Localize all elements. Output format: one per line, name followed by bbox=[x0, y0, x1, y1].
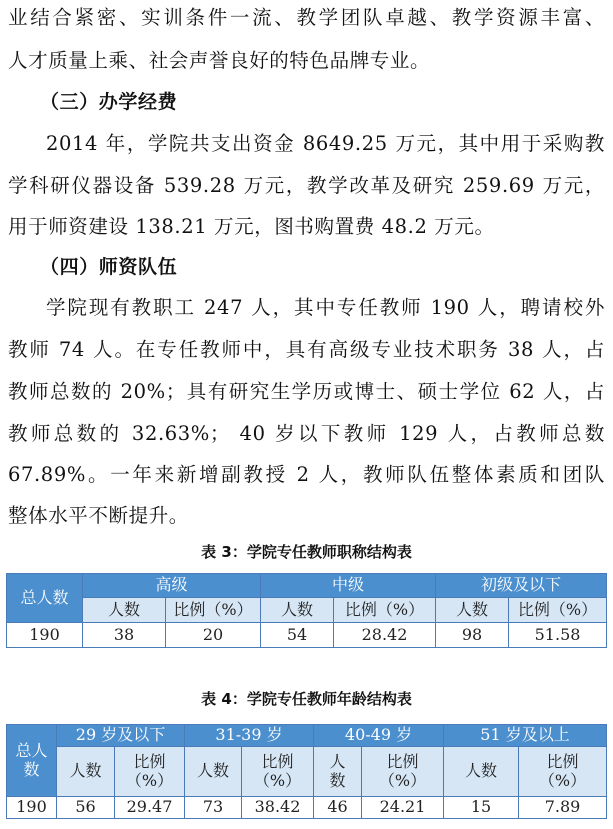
table3-cell: 20 bbox=[166, 623, 261, 648]
text-line: 人才质量上乘、社会声誉良好的特色品牌专业。 bbox=[8, 49, 431, 72]
table4-sub-header: 人数 bbox=[185, 747, 242, 797]
table4 bbox=[6, 724, 607, 819]
table4-group-header: 51 岁及以上 bbox=[444, 725, 607, 747]
text-line: 用于师资建设 138.21 万元，图书购置费 48.2 万元。 bbox=[8, 215, 495, 238]
table4-sub-header: 人数 bbox=[444, 747, 519, 797]
table3-sub-header: 比例（%） bbox=[509, 598, 607, 623]
table3-cell: 190 bbox=[7, 623, 83, 648]
table3-group-header: 中级 bbox=[261, 574, 436, 598]
section-heading-3: （三）办学经费 bbox=[40, 91, 178, 113]
table4-total-header: 总人 数 bbox=[7, 725, 57, 797]
table4-cell: 15 bbox=[444, 797, 519, 819]
table4-cell: 7.89 bbox=[519, 797, 607, 819]
table4-sub-header: 比例 （%） bbox=[115, 747, 185, 797]
table3-cell: 98 bbox=[436, 623, 509, 648]
table4-group-header: 40-49 岁 bbox=[314, 725, 444, 747]
table3 bbox=[6, 573, 607, 648]
table3-sub-header: 比例（%） bbox=[334, 598, 436, 623]
table3-cell: 28.42 bbox=[334, 623, 436, 648]
table4-cell: 73 bbox=[185, 797, 242, 819]
table4-cell: 46 bbox=[314, 797, 362, 819]
text-line: 业结合紧密、实训条件一流、教学团队卓越、教学资源丰富、 bbox=[8, 6, 605, 29]
text-line: 学院现有教职工 247 人，其中专任教师 190 人，聘请校外 bbox=[46, 296, 605, 319]
table4-group-header: 29 岁及以下 bbox=[57, 725, 185, 747]
text-line: 整体水平不断提升。 bbox=[8, 504, 189, 527]
text-line: 学科研仪器设备 539.28 万元，教学改革及研究 259.69 万元， bbox=[8, 174, 605, 197]
table3-group-header: 高级 bbox=[83, 574, 261, 598]
table3-sub-header: 人数 bbox=[261, 598, 334, 623]
table3-cell: 51.58 bbox=[509, 623, 607, 648]
table4-sub-header: 人 数 bbox=[314, 747, 362, 797]
table3-sub-header: 比例（%） bbox=[166, 598, 261, 623]
table4-sub-header: 比例 （%） bbox=[242, 747, 314, 797]
text-line: 教师总数的 32.63%； 40 岁以下教师 129 人，占教师总数 bbox=[8, 422, 605, 445]
table4-cell: 24.21 bbox=[362, 797, 444, 819]
table4-group-header: 31-39 岁 bbox=[185, 725, 314, 747]
table4-cell: 29.47 bbox=[115, 797, 185, 819]
table3-cell: 38 bbox=[83, 623, 166, 648]
text-line: 2014 年，学院共支出资金 8649.25 万元，其中用于采购教 bbox=[46, 132, 605, 155]
text-line: 67.89%。一年来新增副教授 2 人，教师队伍整体素质和团队 bbox=[8, 463, 605, 486]
table4-cell: 56 bbox=[57, 797, 115, 819]
table3-caption: 表 3：学院专任教师职称结构表 bbox=[201, 543, 412, 561]
table4-cell: 190 bbox=[7, 797, 57, 819]
table3-sub-header: 人数 bbox=[83, 598, 166, 623]
table3-sub-header: 人数 bbox=[436, 598, 509, 623]
table3-total-header: 总人数 bbox=[7, 574, 83, 623]
table4-sub-header: 比例 （%） bbox=[362, 747, 444, 797]
table3-group-header: 初级及以下 bbox=[436, 574, 607, 598]
text-line: 教师 74 人。在专任教师中，具有高级专业技术职务 38 人，占 bbox=[8, 338, 605, 361]
table4-sub-header: 人数 bbox=[57, 747, 115, 797]
table4-cell: 38.42 bbox=[242, 797, 314, 819]
text-line: 教师总数的 20%；具有研究生学历或博士、硕士学位 62 人，占 bbox=[8, 380, 605, 403]
table3-cell: 54 bbox=[261, 623, 334, 648]
table4-sub-header: 比例 （%） bbox=[519, 747, 607, 797]
table4-caption: 表 4：学院专任教师年龄结构表 bbox=[201, 690, 412, 708]
section-heading-4: （四）师资队伍 bbox=[40, 256, 178, 278]
